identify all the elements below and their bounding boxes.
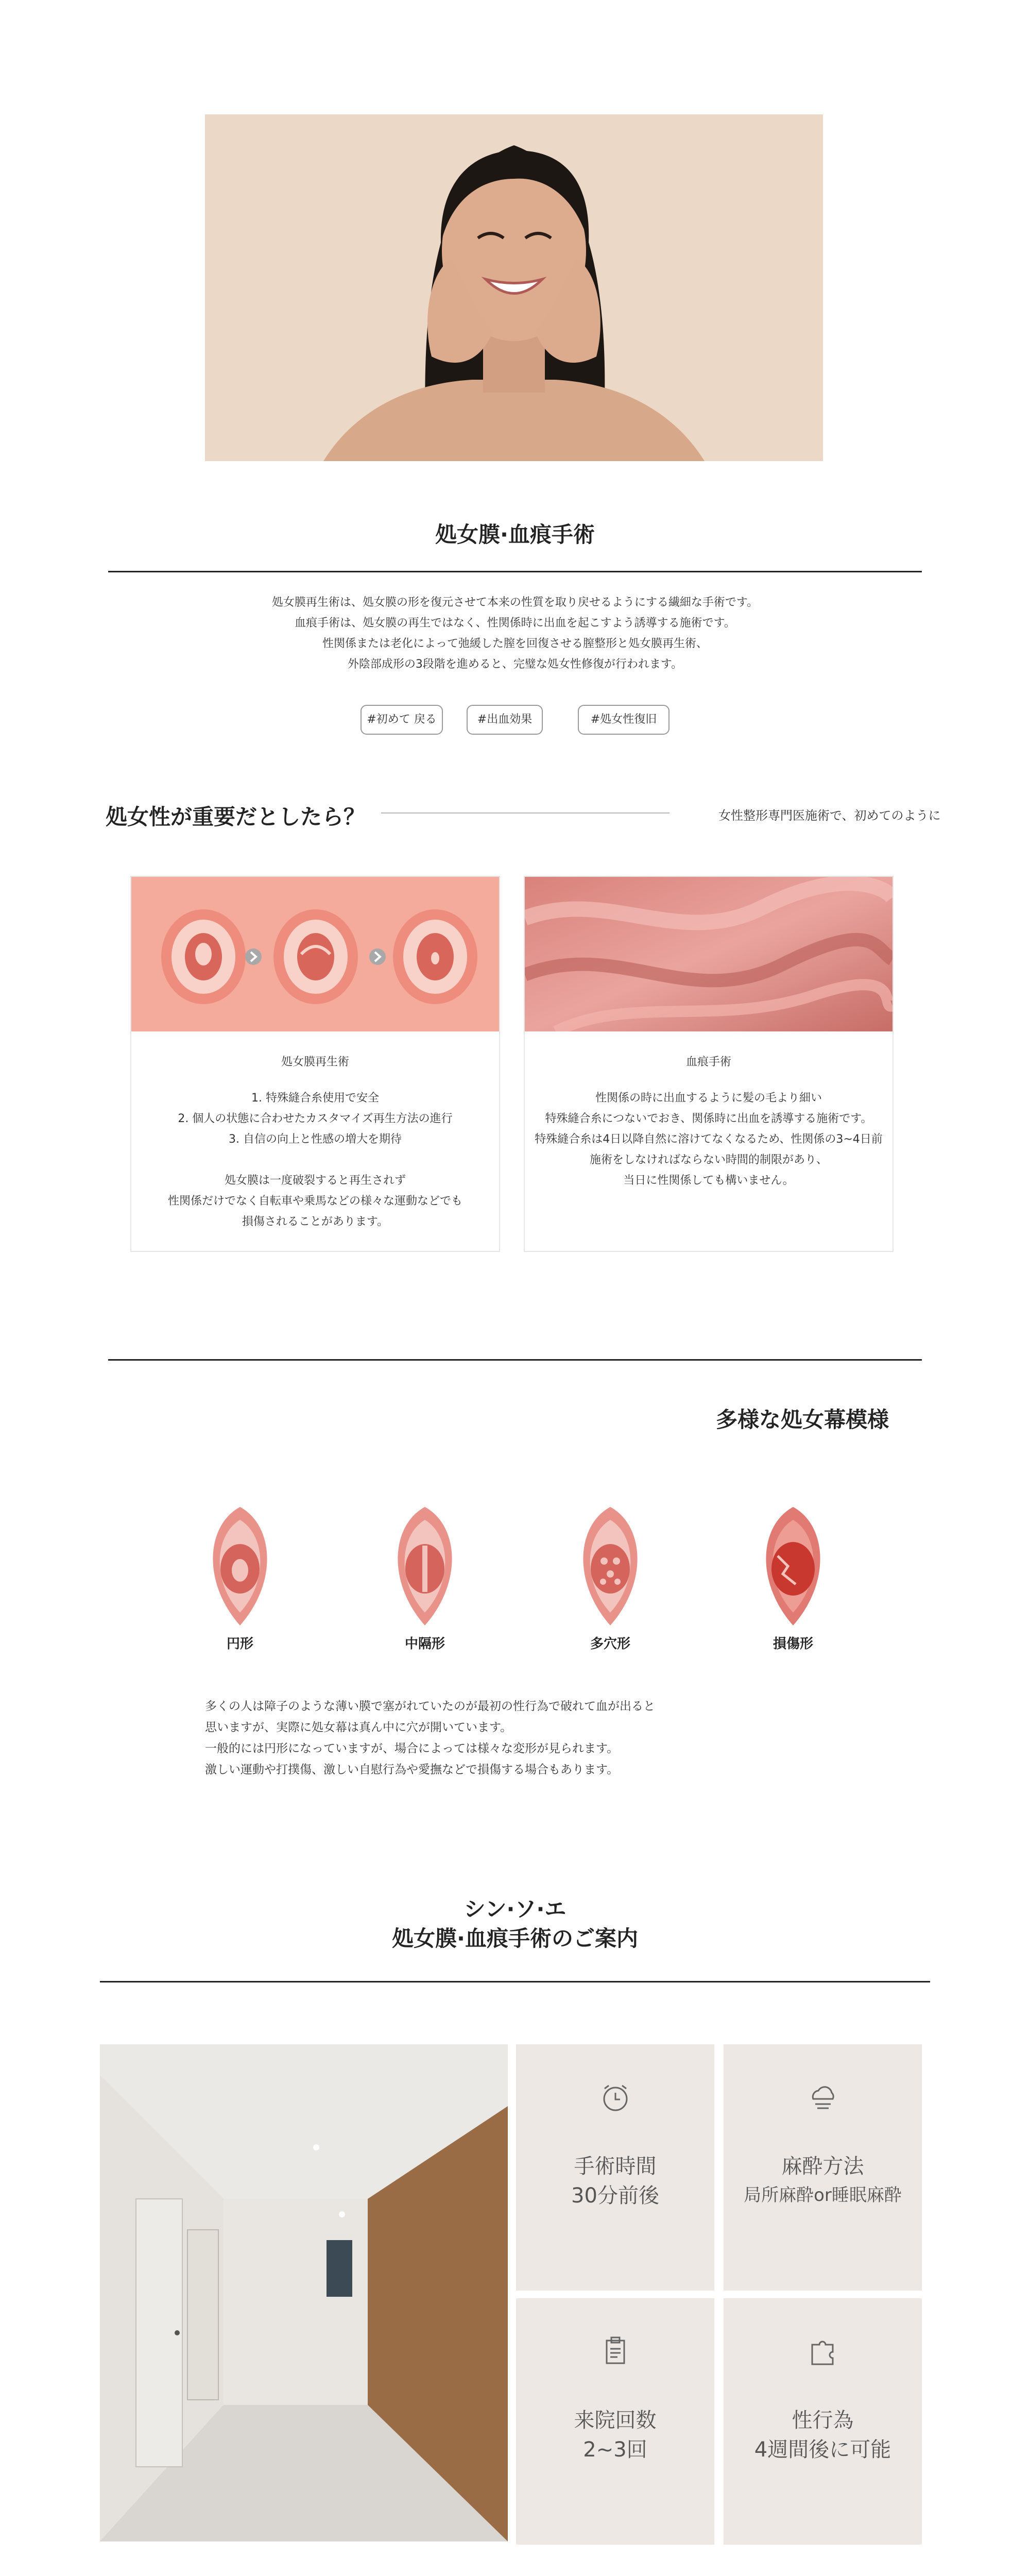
tag-virginity-restore[interactable]: #処女性復旧 — [578, 705, 670, 735]
hymen-type-septate — [373, 1504, 476, 1669]
tag-bleeding-effect[interactable]: #出血効果 — [467, 705, 543, 735]
card-hymen-title: 処女膜再生術 — [281, 1056, 349, 1069]
tile-label: 性行為 — [792, 2409, 854, 2432]
card-bloodstain-body: 性関係の時に出血するように髪の毛より細い 特殊縫合糸につないでおき、関係時に出血を誘導する施術です。 特殊縫合糸は4日以降自然に溶けてなくなるため、性関係の3~4日前 施術をしなければならない時間的制限があり、 当日に性関係しても構いません。 — [535, 1092, 883, 1187]
hymen-type-label: 円形 — [226, 1636, 253, 1652]
tag-return-first[interactable]: #初めて 戻る — [360, 705, 443, 735]
cribriform-hymen-illustration — [559, 1504, 662, 1628]
tile-value: 4週間後に可能 — [754, 2438, 891, 2462]
intro-divider — [108, 571, 922, 572]
types-paragraph: 多くの人は障子のような薄い膜で塞がれていたのが最初の性行為で破れて血が出ると 思いますが、実際に処女幕は真ん中に穴が開いています。 一般的には円形になっていますが、場合によっては様々な変形が見られます。 激しい運動や打撲傷、激しい自慰行為や愛撫などで損傷する場合もあります。 — [205, 1700, 655, 1776]
hymen-type-cribriform — [559, 1504, 662, 1669]
card-hymen-repair — [130, 876, 500, 1252]
tile-value: 30分前後 — [571, 2184, 659, 2208]
tile-visit-count — [516, 2298, 714, 2545]
importance-aside: 女性整形専門医施術で、初めてのように — [718, 808, 941, 823]
importance-heading: 処女性が重要だとしたら？ — [106, 804, 366, 829]
types-divider — [108, 1359, 922, 1361]
hymen-type-damaged — [742, 1504, 845, 1669]
puzzle-icon — [806, 2334, 840, 2368]
hymen-type-label: 中隔形 — [404, 1636, 445, 1652]
tile-surgery-time — [516, 2044, 714, 2291]
damaged-hymen-illustration — [742, 1504, 845, 1628]
anesthesia-icon — [806, 2080, 840, 2114]
tile-anesthesia — [724, 2044, 922, 2291]
guide-heading-line2: 処女膜·血痕手術のご案内 — [392, 1926, 638, 1951]
tile-value: 2~3回 — [583, 2438, 647, 2462]
intro-title: 処女膜·血痕手術 — [435, 522, 595, 547]
card-bloodstain-title: 血痕手術 — [685, 1056, 731, 1069]
hallway-illustration — [100, 2044, 508, 2541]
importance-line — [381, 812, 670, 814]
guide-divider — [100, 1981, 930, 1982]
hashtag-row — [0, 705, 1030, 736]
intro-paragraph: 処女膜再生術は、処女膜の形を復元させて本来の性質を取り戻せるようにする繊細な手術です。 血痕手術は、処女膜の再生ではなく、性関係時に出血を起こすよう誘導する施術です。 性関係または老化によって弛緩した膣を回復させる膣整形と処女膜再生術、 外陰部成形の3段階を進めると、完璧な処女性修復が行われます。 — [271, 596, 759, 671]
alarm-clock-icon — [598, 2080, 632, 2114]
tile-label: 手術時間 — [574, 2155, 657, 2178]
septate-hymen-illustration — [373, 1504, 476, 1628]
card-bloodstain — [524, 876, 894, 1252]
annular-hymen-illustration — [188, 1504, 291, 1628]
tile-label: 麻酔方法 — [781, 2155, 864, 2178]
card-bloodstain-image — [525, 877, 892, 1031]
smiling-woman-illustration — [205, 114, 823, 461]
clipboard-icon — [598, 2334, 632, 2368]
tile-value: 局所麻酔or睡眠麻酔 — [744, 2185, 902, 2206]
types-heading: 多様な処女幕模様 — [716, 1407, 889, 1432]
tile-intercourse — [724, 2298, 922, 2545]
card-hymen-image — [131, 877, 499, 1031]
clinic-hallway-photo — [100, 2044, 508, 2541]
tile-label: 来院回数 — [574, 2409, 657, 2432]
pink-fabric-illustration — [525, 877, 892, 1031]
hymen-type-annular — [188, 1504, 291, 1669]
card-hymen-body: 1. 特殊縫合糸使用で安全 2. 個人の状態に合わせたカスタマイズ再生方法の進行 3. 自信の向上と性感の増大を期待 処女膜は一度破裂すると再生されず 性関係だけでなく自転車や乗馬などの様々な運動などでも 損傷されることがあります。 — [167, 1092, 462, 1228]
guide-heading-line1: シン·ソ·エ — [464, 1896, 566, 1922]
hymen-type-label: 多穴形 — [590, 1636, 630, 1652]
hymen-repair-steps-illustration — [131, 877, 499, 1031]
hymen-type-label: 損傷形 — [772, 1636, 813, 1652]
hero-photo — [205, 114, 823, 461]
